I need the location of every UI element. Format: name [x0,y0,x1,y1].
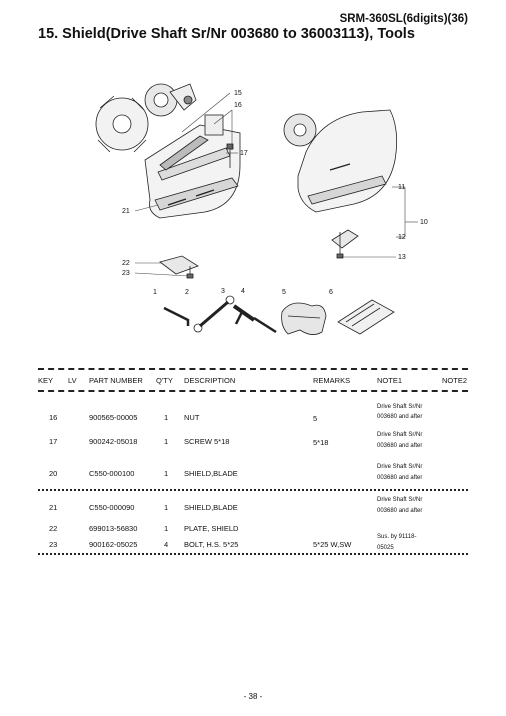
row-21-description: SHIELD,BLADE [184,503,238,512]
column-lv: LV [68,376,77,385]
shield-left-illustration [145,125,240,218]
row-16-note1-line1: Drive Shaft Sr/Nr [377,404,423,410]
row-16-note1-line2: 003680 and after [377,414,423,420]
row-20-note1-line1: Drive Shaft Sr/Nr [377,464,423,470]
row-17-remarks: 5*18 [313,438,329,447]
tool-hex-wrench [164,308,188,326]
header-bottom-rule [38,390,468,392]
callout-4: 4 [241,288,245,295]
callout-15: 15 [234,90,242,97]
callout-17: 17 [240,150,248,157]
page-number: - 38 - [243,692,263,701]
callout-11: 11 [398,184,406,191]
tool-box-spanner [234,306,276,332]
callout-3: 3 [221,288,225,295]
row-22-description: PLATE, SHIELD [184,524,239,533]
blade-illustration [96,96,148,152]
column-note2: NOTE2 [442,376,468,385]
row-23-remarks: 5*25 W,SW [313,540,352,549]
column-remarks: REMARKS [313,376,351,385]
callout-2: 2 [185,289,189,296]
row-23-part-number: 900162-05025 [89,540,138,549]
callout-16: 16 [234,102,242,109]
row-21-note1-line1: Drive Shaft Sr/Nr [377,497,423,503]
row-16-remarks: 5 [313,414,318,423]
shield-right-illustration [284,110,397,212]
row-21-qty: 1 [164,503,169,512]
row-16-part-number: 900565-00005 [89,413,138,422]
group-separator-rule [38,489,468,491]
callout-12: 12 [398,234,406,241]
row-16-qty: 1 [164,413,169,422]
tool-goggles [282,303,326,335]
callout-22: 22 [122,260,130,267]
row-22-part-number: 699013-56830 [89,524,138,533]
row-23-description: BOLT, H.S. 5*25 [184,540,239,549]
row-17-key: 17 [49,437,58,446]
table-end-rule [38,553,468,555]
callout-5: 5 [282,289,286,296]
column-key: KEY [38,376,54,385]
callout-10: 10 [420,219,428,226]
exploded-parts-diagram [0,0,506,345]
plate-right-illustration [332,230,358,258]
callout-23: 23 [122,270,130,277]
row-21-note1-line2: 003680 and after [377,508,423,514]
column-note1: NOTE1 [377,376,403,385]
column-qty: Q'TY [156,376,173,385]
gear-head-illustration [145,84,196,116]
column-part-number: PART NUMBER [89,376,143,385]
row-16-description: NUT [184,413,200,422]
callout-13: 13 [398,254,406,261]
row-22-key: 22 [49,524,58,533]
row-20-part-number: C550-000100 [89,469,135,478]
row-21-part-number: C550-000090 [89,503,135,512]
model-code: SRM-360SL(6digits)(36) [339,13,468,25]
header-top-rule [38,368,468,370]
row-21-key: 21 [49,503,58,512]
row-20-note1-line2: 003680 and after [377,475,423,481]
row-17-description: SCREW 5*18 [184,437,230,446]
row-17-note1-line1: Drive Shaft Sr/Nr [377,432,423,438]
column-description: DESCRIPTION [184,376,236,385]
tool-sheet [338,300,394,334]
row-22-qty: 1 [164,524,169,533]
row-16-key: 16 [49,413,58,422]
row-17-part-number: 900242-05018 [89,437,138,446]
callout-1: 1 [153,289,157,296]
row-23-note1-line2: 05025 [377,545,394,551]
callout-21: 21 [122,208,130,215]
callout-6: 6 [329,289,333,296]
tool-wrench [194,296,234,332]
row-20-description: SHIELD,BLADE [184,469,238,478]
row-17-qty: 1 [164,437,169,446]
row-20-qty: 1 [164,469,169,478]
row-23-key: 23 [49,540,58,549]
row-20-key: 20 [49,469,58,478]
page-title: 15. Shield(Drive Shaft Sr/Nr 003680 to 36003113), Tools [38,26,415,42]
row-17-note1-line2: 003680 and after [377,443,423,449]
row-23-qty: 4 [164,540,169,549]
row-23-note1-line1: Sus. by 91118- [377,534,417,540]
